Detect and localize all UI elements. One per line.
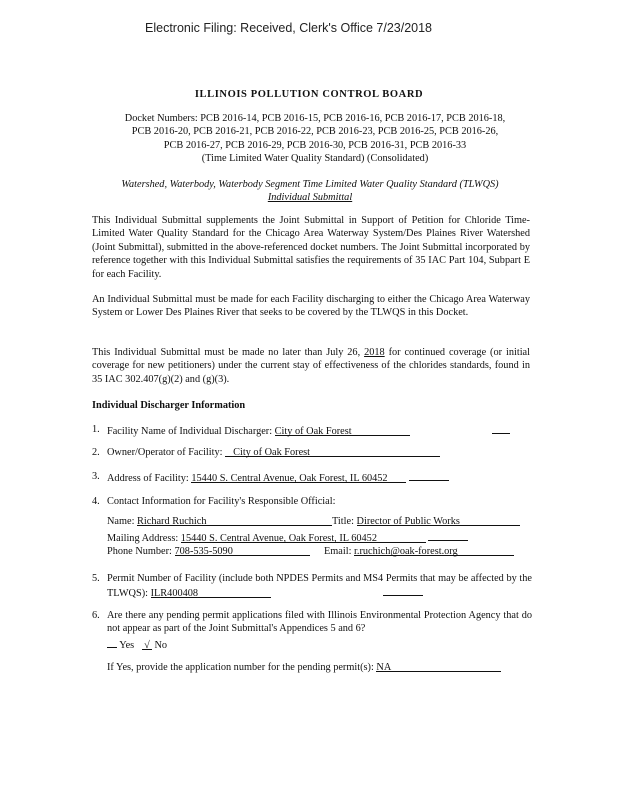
- page-title: ILLINOIS POLLUTION CONTROL BOARD: [194, 89, 424, 100]
- docket-numbers: [95, 112, 535, 166]
- item-number: 4.: [92, 496, 100, 507]
- filing-stamp: Electronic Filing: Received, Clerk's Office 7/23/2018: [145, 21, 433, 35]
- email-row: Email: r.ruchich@oak-forest.org: [324, 545, 514, 558]
- item-label: Are there any pending permit applications filed with Illinois Environmental Protection Agency that do not appear as part of the Joint Submittal's Appendices 5 and 6?: [107, 610, 532, 635]
- yes-no-options: Yes √ No: [107, 637, 167, 652]
- item-contact-info: [92, 495, 532, 565]
- item-facility-address: [92, 470, 532, 484]
- item-number: 6.: [92, 610, 100, 621]
- deadline-year: 2018: [364, 347, 385, 358]
- subtitle-underlined: Individual Submittal: [267, 192, 353, 204]
- item-number: 5.: [92, 573, 100, 584]
- item-label: Facility Name of Individual Discharger: City of Oak Forest: [107, 423, 510, 438]
- item-label: Owner/Operator of Facility: City of Oak Forest: [107, 446, 440, 459]
- item-pending-permits: [92, 609, 532, 679]
- submittal-subtitle: [75, 178, 545, 205]
- facility-name-field[interactable]: City of Oak Forest: [275, 425, 410, 436]
- permit-number-field[interactable]: ILR400408: [151, 587, 271, 598]
- deadline-text-rest: for continued coverage (or initial coverage for new petitioners) under the current stay of effectiveness of the chlorides standards, found in 35 IAC 302.407(g)(2) and (g)(3).: [92, 347, 530, 385]
- docket-line: PCB 2016-20, PCB 2016-21, PCB 2016-22, PCB 2016-23, PCB 2016-25, PCB 2016-26,: [131, 126, 499, 138]
- item-number: 3.: [92, 471, 100, 482]
- no-checkbox[interactable]: [142, 639, 152, 650]
- deadline-text: This Individual Submittal must be made no later than July 26,: [92, 347, 365, 358]
- item-number: 1.: [92, 424, 100, 435]
- check-mark: √: [144, 640, 150, 651]
- docket-line: Docket Numbers: PCB 2016-14, PCB 2016-15, PCB 2016-16, PCB 2016-17, PCB 2016-18,: [124, 113, 506, 124]
- phone-field[interactable]: 708-535-5090: [175, 545, 310, 556]
- contact-title-row: Title: Director of Public Works: [332, 515, 520, 528]
- item-label: Contact Information for Facility's Responsible Official:: [107, 496, 336, 507]
- pending-application-row: If Yes, provide the application number for the pending permit(s): NA: [107, 661, 501, 674]
- yes-checkbox[interactable]: [107, 637, 117, 648]
- requirement-paragraph: An Individual Submittal must be made for each Facility discharging to either the Chicago Area Waterway System or Lower Des Plaines River that seeks to be covered by the TLWQS in this Docket.: [92, 294, 530, 319]
- item-owner-operator: [92, 446, 532, 460]
- owner-operator-field[interactable]: City of Oak Forest: [225, 446, 440, 457]
- item-label: Permit Number of Facility (include both NPDES Permits and MS4 Permits that may be affected by the TLWQS): ILR400408: [107, 573, 532, 600]
- contact-name-field[interactable]: Richard Ruchich: [137, 515, 332, 526]
- contact-title-field[interactable]: Director of Public Works: [357, 515, 520, 526]
- docket-line: (Time Limited Water Quality Standard) (Consolidated): [201, 153, 429, 165]
- contact-name-row: Name: Richard Ruchich: [107, 515, 332, 528]
- section-heading: Individual Discharger Information: [92, 400, 246, 411]
- subtitle-line: Watershed, Waterbody, Waterbody Segment Time Limited Water Quality Standard (TLWQS): [121, 179, 499, 190]
- item-facility-name: [92, 423, 532, 437]
- item-permit-number: [92, 572, 532, 602]
- deadline-paragraph: [92, 346, 530, 386]
- intro-paragraph: This Individual Submittal supplements the Joint Submittal in Support of Petition for Chloride Time-Limited Water Quality Standard for the Chicago Area Waterway System/Des Plaines River Watershed (Joint Submittal), submitted in the above-referenced docket numbers. The Joint Submittal incorporated by reference together with this Individual Submittal satisfies the requirements of 35 IAC Part 104, Subpart E for each Facility.: [92, 215, 530, 280]
- phone-row: Phone Number: 708-535-5090: [107, 545, 310, 558]
- mailing-address-field[interactable]: 15440 S. Central Avenue, Oak Forest, IL 60452: [181, 532, 426, 543]
- docket-line: PCB 2016-27, PCB 2016-29, PCB 2016-30, PCB 2016-31, PCB 2016-33: [163, 139, 467, 151]
- mailing-address-row: Mailing Address: 15440 S. Central Avenue, Oak Forest, IL 60452: [107, 530, 468, 545]
- item-label: Address of Facility: 15440 S. Central Avenue, Oak Forest, IL 60452: [107, 470, 449, 485]
- facility-address-field[interactable]: 15440 S. Central Avenue, Oak Forest, IL 60452: [191, 472, 406, 483]
- pending-application-field[interactable]: NA: [376, 661, 501, 672]
- item-number: 2.: [92, 447, 100, 458]
- email-field[interactable]: r.ruchich@oak-forest.org: [354, 545, 514, 556]
